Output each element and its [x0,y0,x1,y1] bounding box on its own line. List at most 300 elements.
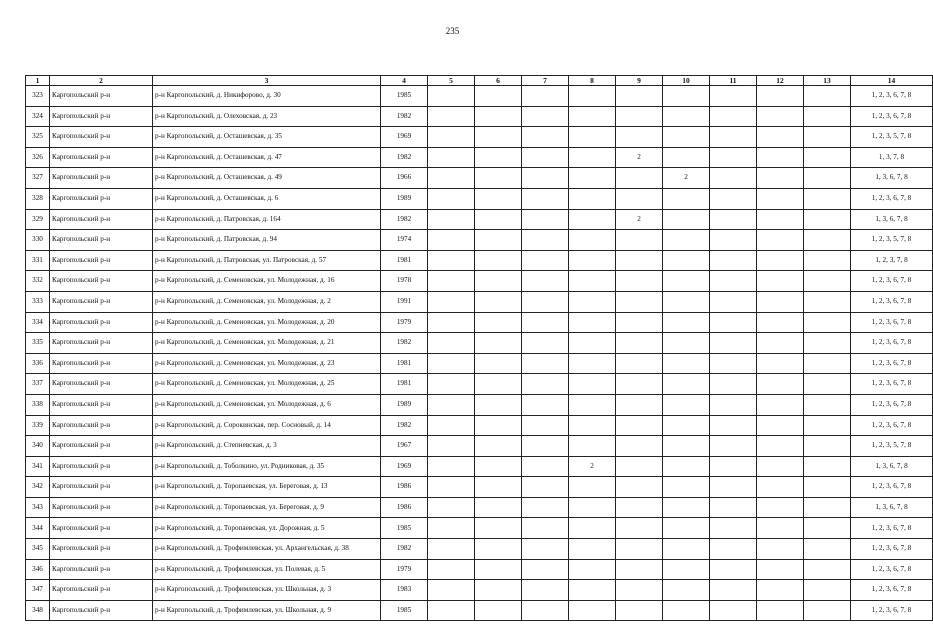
table-row [26,539,933,560]
col11-cell [710,230,757,251]
col5-cell [428,271,475,292]
col8-cell [569,209,616,230]
col6-cell [475,188,522,209]
year-cell: 1974 [381,230,428,251]
col11-cell [710,415,757,436]
row-number-cell: 347 [26,580,50,601]
col10-cell [663,127,710,148]
year-cell: 1966 [381,168,428,189]
district-cell: Каргопольский р-н [50,518,153,539]
col11-cell [710,312,757,333]
col13-cell [804,415,851,436]
criteria-cell: 1, 2, 3, 6, 7, 8 [851,518,933,539]
table-row [26,456,933,477]
col13-cell [804,250,851,271]
column-header-14: 14 [851,76,933,86]
col10-cell [663,436,710,457]
district-cell: Каргопольский р-н [50,333,153,354]
address-cell: р-н Каргопольский, д. Никифорово, д. 30 [153,86,381,107]
district-cell: Каргопольский р-н [50,127,153,148]
col8-cell [569,188,616,209]
col7-cell [522,147,569,168]
page-number: 235 [445,26,460,36]
col12-cell [757,394,804,415]
col8-cell [569,230,616,251]
col7-cell [522,106,569,127]
row-number-cell: 348 [26,600,50,621]
col8-cell [569,147,616,168]
district-cell: Каргопольский р-н [50,394,153,415]
address-cell: р-н Каргопольский, д. Трофимлевская, ул. Школьная, д. 9 [153,600,381,621]
row-number-cell: 339 [26,415,50,436]
col11-cell [710,539,757,560]
column-header-2: 2 [50,76,153,86]
col9-cell [616,168,663,189]
address-cell: р-н Каргопольский, д. Семеновская, ул. Молодежная, д. 25 [153,374,381,395]
col10-cell [663,580,710,601]
col9-cell [616,353,663,374]
col9-cell [616,188,663,209]
address-cell: р-н Каргопольский, д. Трофимлевская, ул. Архангельская, д. 38 [153,539,381,560]
row-number-cell: 345 [26,539,50,560]
col11-cell [710,353,757,374]
col8-cell [569,580,616,601]
col8-cell [569,333,616,354]
table-row [26,333,933,354]
col10-cell [663,394,710,415]
district-cell: Каргопольский р-н [50,559,153,580]
district-cell: Каргопольский р-н [50,188,153,209]
col7-cell [522,477,569,498]
district-cell: Каргопольский р-н [50,250,153,271]
district-cell: Каргопольский р-н [50,456,153,477]
col13-cell [804,106,851,127]
col11-cell [710,333,757,354]
address-cell: р-н Каргопольский, д. Патровская, д. 94 [153,230,381,251]
year-cell: 1982 [381,415,428,436]
year-cell: 1979 [381,559,428,580]
col12-cell [757,539,804,560]
col12-cell [757,415,804,436]
address-cell: р-н Каргопольский, д. Семеновская, ул. Молодежная, д. 6 [153,394,381,415]
col11-cell [710,291,757,312]
col11-cell [710,580,757,601]
col6-cell [475,436,522,457]
col7-cell [522,353,569,374]
col13-cell [804,209,851,230]
criteria-cell: 1, 3, 6, 7, 8 [851,497,933,518]
col5-cell [428,600,475,621]
col11-cell [710,374,757,395]
col13-cell [804,559,851,580]
table-row [26,86,933,107]
col9-cell [616,559,663,580]
year-cell: 1982 [381,209,428,230]
col6-cell [475,127,522,148]
col10-cell [663,106,710,127]
col6-cell [475,456,522,477]
column-header-4: 4 [381,76,428,86]
col13-cell [804,147,851,168]
col9-cell [616,271,663,292]
table-row [26,312,933,333]
col5-cell [428,580,475,601]
district-cell: Каргопольский р-н [50,147,153,168]
table-row [26,559,933,580]
col9-cell [616,436,663,457]
criteria-cell: 1, 2, 3, 6, 7, 8 [851,312,933,333]
year-cell: 1981 [381,374,428,395]
row-number-cell: 332 [26,271,50,292]
address-cell: р-н Каргопольский, д. Сорокинская, пер. Сосновый, д. 14 [153,415,381,436]
criteria-cell: 1, 2, 3, 6, 7, 8 [851,188,933,209]
col6-cell [475,559,522,580]
col6-cell [475,374,522,395]
col13-cell [804,353,851,374]
col6-cell [475,106,522,127]
col7-cell [522,518,569,539]
criteria-cell: 1, 2, 3, 6, 7, 8 [851,291,933,312]
col8-cell [569,559,616,580]
col13-cell [804,230,851,251]
col5-cell [428,106,475,127]
table-row [26,477,933,498]
col12-cell [757,518,804,539]
col9-cell [616,312,663,333]
col12-cell [757,497,804,518]
row-number-cell: 343 [26,497,50,518]
col12-cell [757,86,804,107]
col9-cell [616,250,663,271]
col10-cell [663,333,710,354]
year-cell: 1985 [381,518,428,539]
row-number-cell: 333 [26,291,50,312]
criteria-cell: 1, 2, 3, 6, 7, 8 [851,539,933,560]
col8-cell [569,127,616,148]
district-cell: Каргопольский р-н [50,497,153,518]
criteria-cell: 1, 2, 3, 5, 7, 8 [851,127,933,148]
col6-cell [475,415,522,436]
col8-cell [569,168,616,189]
col13-cell [804,374,851,395]
col7-cell [522,333,569,354]
table-row [26,415,933,436]
col9-cell [616,291,663,312]
table-row [26,497,933,518]
address-cell: р-н Каргопольский, д. Осташевская, д. 49 [153,168,381,189]
col6-cell [475,518,522,539]
col6-cell [475,291,522,312]
criteria-cell: 1, 2, 3, 6, 7, 8 [851,106,933,127]
col10-cell [663,147,710,168]
year-cell: 1982 [381,539,428,560]
col13-cell [804,539,851,560]
col8-cell [569,271,616,292]
col8-cell [569,250,616,271]
col11-cell [710,188,757,209]
col5-cell [428,394,475,415]
row-number-cell: 334 [26,312,50,333]
table-row [26,600,933,621]
address-cell: р-н Каргопольский, д. Осташевская, д. 47 [153,147,381,168]
table-row [26,394,933,415]
year-cell: 1989 [381,394,428,415]
col6-cell [475,312,522,333]
col8-cell [569,518,616,539]
year-cell: 1986 [381,477,428,498]
table-row [26,209,933,230]
table-row [26,580,933,601]
year-cell: 1982 [381,106,428,127]
col7-cell [522,436,569,457]
col8-cell [569,415,616,436]
district-cell: Каргопольский р-н [50,271,153,292]
col5-cell [428,312,475,333]
col11-cell [710,127,757,148]
col13-cell [804,188,851,209]
row-number-cell: 327 [26,168,50,189]
col5-cell [428,209,475,230]
col6-cell [475,250,522,271]
col12-cell [757,291,804,312]
address-cell: р-н Каргопольский, д. Семеновская, ул. Молодежная, д. 23 [153,353,381,374]
table-row [26,230,933,251]
col5-cell [428,436,475,457]
col7-cell [522,312,569,333]
table-row [26,250,933,271]
col7-cell [522,600,569,621]
data-table [25,75,933,621]
col5-cell [428,127,475,148]
col9-cell [616,127,663,148]
district-cell: Каргопольский р-н [50,477,153,498]
col10-cell [663,250,710,271]
col6-cell [475,353,522,374]
year-cell: 1969 [381,127,428,148]
col7-cell [522,127,569,148]
row-number-cell: 340 [26,436,50,457]
row-number-cell: 337 [26,374,50,395]
district-cell: Каргопольский р-н [50,539,153,560]
col12-cell [757,127,804,148]
col10-cell [663,86,710,107]
col12-cell [757,230,804,251]
col7-cell [522,86,569,107]
table-row [26,436,933,457]
col10-cell [663,497,710,518]
table-row [26,271,933,292]
col9-cell [616,374,663,395]
col8-cell [569,312,616,333]
col9-cell: 2 [616,147,663,168]
col7-cell [522,456,569,477]
col12-cell [757,250,804,271]
district-cell: Каргопольский р-н [50,168,153,189]
year-cell: 1983 [381,580,428,601]
col6-cell [475,497,522,518]
col11-cell [710,106,757,127]
column-header-1: 1 [26,76,50,86]
col11-cell [710,250,757,271]
col10-cell [663,271,710,292]
column-header-13: 13 [804,76,851,86]
col8-cell [569,353,616,374]
col10-cell [663,559,710,580]
col13-cell [804,312,851,333]
col7-cell [522,374,569,395]
address-cell: р-н Каргопольский, д. Семеновская, ул. Молодежная, д. 20 [153,312,381,333]
criteria-cell: 1, 2, 3, 6, 7, 8 [851,86,933,107]
row-number-cell: 331 [26,250,50,271]
col9-cell [616,106,663,127]
district-cell: Каргопольский р-н [50,436,153,457]
district-cell: Каргопольский р-н [50,600,153,621]
col9-cell [616,230,663,251]
column-header-5: 5 [428,76,475,86]
col6-cell [475,333,522,354]
col7-cell [522,394,569,415]
col9-cell [616,415,663,436]
col5-cell [428,497,475,518]
criteria-cell: 1, 2, 3, 6, 7, 8 [851,600,933,621]
criteria-cell: 1, 2, 3, 6, 7, 8 [851,374,933,395]
column-header-11: 11 [710,76,757,86]
criteria-cell: 1, 2, 3, 6, 7, 8 [851,333,933,354]
col5-cell [428,456,475,477]
col10-cell [663,291,710,312]
col8-cell [569,436,616,457]
col5-cell [428,415,475,436]
col12-cell [757,188,804,209]
col8-cell [569,291,616,312]
col8-cell [569,394,616,415]
col12-cell [757,477,804,498]
col11-cell [710,559,757,580]
criteria-cell: 1, 2, 3, 6, 7, 8 [851,580,933,601]
district-cell: Каргопольский р-н [50,230,153,251]
col12-cell [757,168,804,189]
col11-cell [710,209,757,230]
col6-cell [475,230,522,251]
col12-cell [757,106,804,127]
col13-cell [804,497,851,518]
col11-cell [710,394,757,415]
col12-cell [757,147,804,168]
criteria-cell: 1, 2, 3, 6, 7, 8 [851,353,933,374]
col7-cell [522,230,569,251]
col7-cell [522,168,569,189]
column-header-10: 10 [663,76,710,86]
year-cell: 1967 [381,436,428,457]
col10-cell [663,209,710,230]
criteria-cell: 1, 2, 3, 5, 7, 8 [851,230,933,251]
year-cell: 1982 [381,147,428,168]
col13-cell [804,333,851,354]
col13-cell [804,477,851,498]
row-number-cell: 346 [26,559,50,580]
col12-cell [757,436,804,457]
district-cell: Каргопольский р-н [50,580,153,601]
col11-cell [710,168,757,189]
row-number-cell: 341 [26,456,50,477]
table-row [26,518,933,539]
criteria-cell: 1, 2, 3, 6, 7, 8 [851,394,933,415]
table-row [26,106,933,127]
col12-cell [757,600,804,621]
year-cell: 1986 [381,497,428,518]
col10-cell [663,415,710,436]
col7-cell [522,271,569,292]
col9-cell [616,477,663,498]
col13-cell [804,291,851,312]
col10-cell [663,312,710,333]
address-cell: р-н Каргопольский, д. Олеховская, д. 23 [153,106,381,127]
row-number-cell: 323 [26,86,50,107]
district-cell: Каргопольский р-н [50,209,153,230]
col11-cell [710,600,757,621]
col13-cell [804,518,851,539]
row-number-cell: 335 [26,333,50,354]
address-cell: р-н Каргопольский, д. Трофимлевская, ул. Школьная, д. 3 [153,580,381,601]
col10-cell [663,353,710,374]
table-row [26,291,933,312]
col5-cell [428,188,475,209]
column-header-7: 7 [522,76,569,86]
col11-cell [710,497,757,518]
criteria-cell: 1, 2, 3, 6, 7, 8 [851,477,933,498]
col11-cell [710,456,757,477]
criteria-cell: 1, 2, 3, 7, 8 [851,250,933,271]
col12-cell [757,209,804,230]
address-cell: р-н Каргопольский, д. Семеновская, ул. Молодежная, д. 2 [153,291,381,312]
col13-cell [804,456,851,477]
col8-cell [569,106,616,127]
col10-cell [663,600,710,621]
year-cell: 1985 [381,600,428,621]
col11-cell [710,436,757,457]
col5-cell [428,353,475,374]
year-cell: 1985 [381,86,428,107]
col10-cell [663,230,710,251]
row-number-cell: 326 [26,147,50,168]
col5-cell [428,477,475,498]
col9-cell [616,580,663,601]
criteria-cell: 1, 2, 3, 6, 7, 8 [851,415,933,436]
col6-cell [475,147,522,168]
col5-cell [428,374,475,395]
criteria-cell: 1, 2, 3, 6, 7, 8 [851,271,933,292]
col8-cell [569,497,616,518]
address-cell: р-н Каргопольский, д. Семеновская, ул. Молодежная, д. 16 [153,271,381,292]
col9-cell [616,497,663,518]
col6-cell [475,271,522,292]
address-cell: р-н Каргопольский, д. Тоболкино, ул. Родниковая, д. 35 [153,456,381,477]
col6-cell [475,477,522,498]
address-cell: р-н Каргопольский, д. Осташевская, д. 6 [153,188,381,209]
col8-cell [569,539,616,560]
address-cell: р-н Каргопольский, д. Семеновская, ул. Молодежная, д. 21 [153,333,381,354]
year-cell: 1978 [381,271,428,292]
col8-cell [569,86,616,107]
column-header-8: 8 [569,76,616,86]
year-cell: 1969 [381,456,428,477]
col6-cell [475,539,522,560]
address-cell: р-н Каргопольский, д. Патровская, д. 164 [153,209,381,230]
district-cell: Каргопольский р-н [50,291,153,312]
col8-cell [569,477,616,498]
district-cell: Каргопольский р-н [50,374,153,395]
address-cell: р-н Каргопольский, д. Торопаевская, ул. Береговая, д. 9 [153,497,381,518]
